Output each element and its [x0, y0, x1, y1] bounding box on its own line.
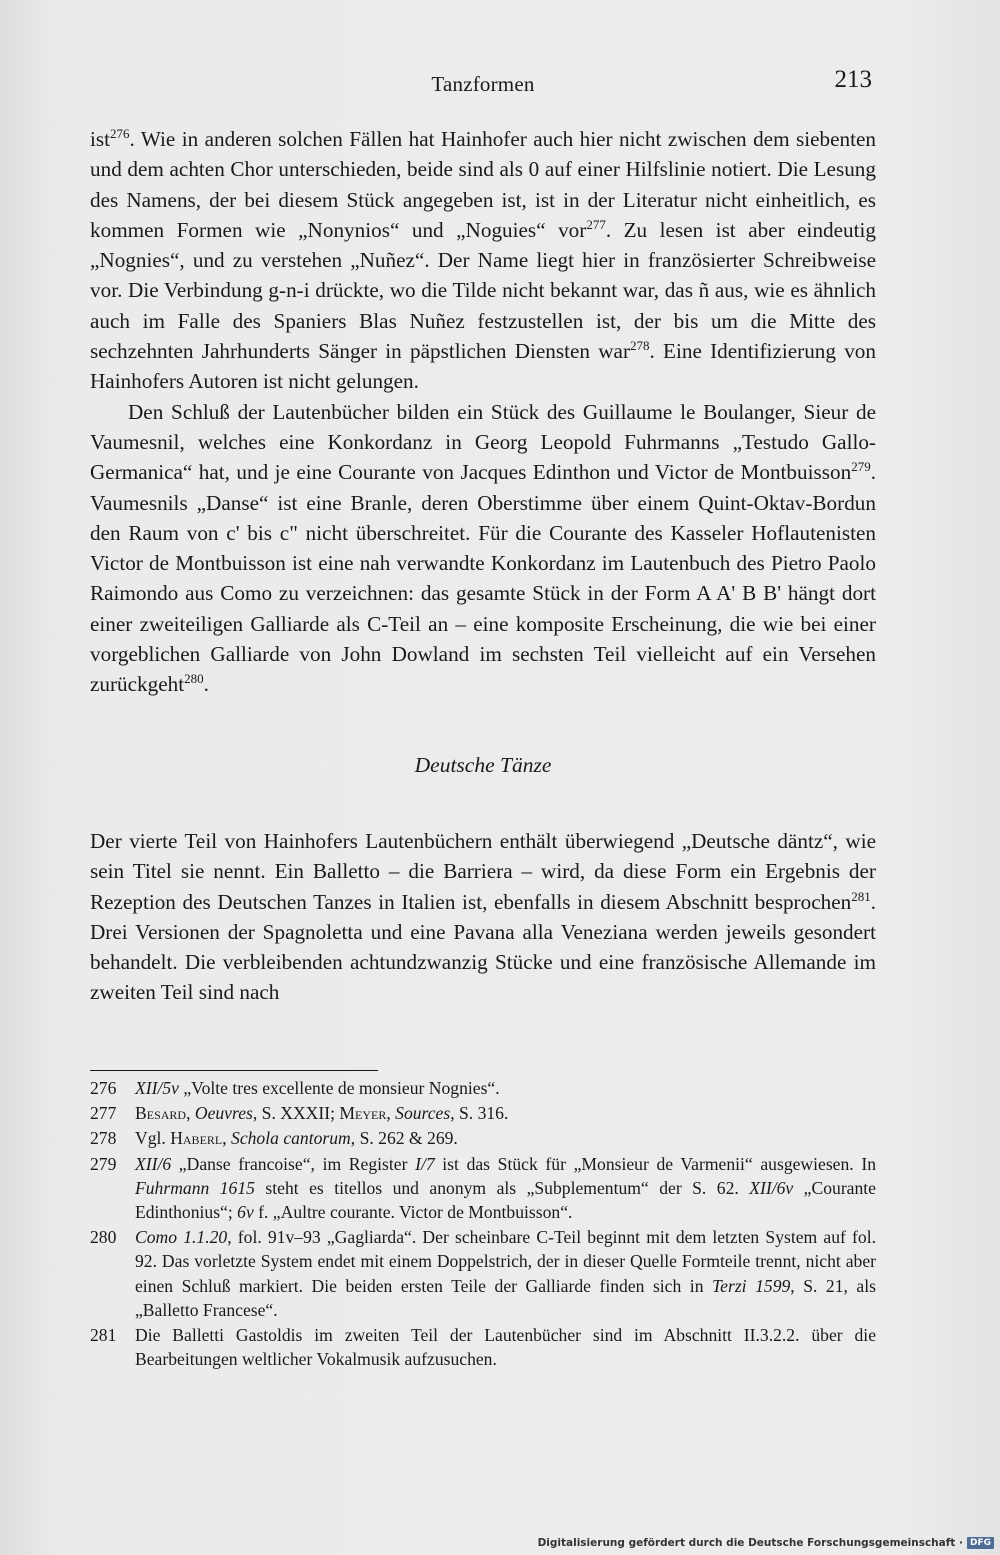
footnote-number: 280 [90, 1227, 117, 1248]
text-run: , S. 262 & 269. [350, 1128, 458, 1149]
footnote-ref-280: 280 [184, 671, 204, 687]
footnote-279 [90, 1152, 876, 1225]
text-run: ist das Stück für „Monsieur de Varmenii“ ausgewiesen. In [434, 1153, 876, 1174]
text-run: , [222, 1128, 232, 1149]
source-siglum: XII/5v [135, 1078, 179, 1098]
source-siglum: XII/6v [749, 1177, 794, 1198]
footnote-separator [90, 1070, 378, 1071]
footnote-text [135, 1225, 876, 1322]
author-name: Haberl [170, 1128, 223, 1149]
paragraph-1 [90, 124, 876, 397]
footnote-text: Die Balletti Gastoldis im zweiten Teil der Lautenbücher sind im Abschnitt II.3.2.2. über die Bearbeitungen weltlicher Vokalmusik aufzusuchen. [135, 1325, 876, 1370]
footnote-number: 277 [90, 1103, 117, 1124]
text-run: . Zu lesen ist aber eindeutig „Nognies“, und zu verstehen „Nuñez“. Der Name liegt hier in französierter Schreibweise vor. Die Verbindung g-n-i drückte, wo die Tilde nicht bekannt war, das ñ aus, wie es ähnlich auch im Falle des Spaniers Blas Nuñez festzustellen ist, der bis um die Mitte des sechzehnten Jahrhunderts Sänger in päpstlichen Diensten war [90, 217, 876, 364]
text-run: steht es titellos und anonym als „Subplementum“ der S. 62. [254, 1177, 750, 1198]
text-run: „Courante Edinthonius“; [135, 1177, 876, 1223]
footnote-277 [90, 1101, 876, 1125]
text-run: ist [90, 127, 111, 151]
text-run: . Vaumesnils „Danse“ ist eine Branle, deren Oberstimme über einem Quint-Oktav-Bordun den Raum von c' bis c" nicht überschreitet. Für die Courante des Kasseler Hoflautenisten Victor de Montbuisson ist eine nah verwandte Konkordanz im Lautenbuch des Pietro Paolo Raimondo aus Como zu verzeichnen: das gesamte Stück in der Form A A' B B' hängt dort einer zweiteiligen Galliarde als C-Teil an – eine komposite Erscheinung, die wie bei einer vorgeblichen Galliarde von John Dowland im sechsten Teil vielleicht auf ein Versehen zurückgeht [90, 460, 876, 697]
footnote-text [135, 1101, 876, 1125]
footnote-ref-278: 278 [630, 338, 650, 354]
text-run: , S. 316. [450, 1103, 509, 1124]
text-run: , S. XXXII; [252, 1103, 340, 1124]
text-run: . Wie in anderen solchen Fällen hat Hainhofer auch hier nicht zwischen dem siebenten und dem achten Chor unterschieden, beide sind als 0 auf einer Hilfslinie notiert. Die Lesung des Namens, der bei diesem Stück angegeben ist, ist in der Literatur nicht einheitlich, es kommen Formen wie „Nonynios“ und „Noguies“ vor [90, 127, 876, 242]
dfg-logo-icon: DFG [967, 1537, 994, 1549]
section-heading: Deutsche Tänze [414, 752, 552, 777]
text-run: , fol. 91v–93 „Gagliarda“. Der scheinbare C-Teil beginnt mit dem letzten System auf fol. 92. Das vorletzte System endet mit einem Doppelstrich, der in dieser Quelle Formteile trennt, nicht aber einen Schluß markiert. Die beiden ersten Teile der Galliarde finden sich in [135, 1227, 876, 1296]
text-run: Vgl. [135, 1128, 171, 1149]
paragraph-3 [90, 826, 876, 1008]
text-run: , [386, 1103, 396, 1124]
footnote-text [135, 1152, 876, 1225]
footnote-text [135, 1076, 876, 1100]
footnote-text [135, 1126, 876, 1150]
footnote-number: 279 [90, 1153, 117, 1174]
source-siglum: 6v [237, 1202, 254, 1223]
source-siglum: Terzi 1599 [712, 1275, 791, 1296]
text-run: Den Schluß der Lautenbücher bilden ein Stück des Guillaume le Boulanger, Sieur de Vaumesnil, welches eine Konkordanz in Georg Leopold Fuhrmanns „Testudo Gallo-Germanica“ hat, und je eine Courante von Jacques Edinthon und Victor de Montbuisson [90, 399, 876, 485]
digitization-credit [538, 1537, 994, 1549]
text-run: Der vierte Teil von Hainhofers Lautenbüchern enthält überwiegend „Deutsche däntz“, wie sein Titel sie nennt. Ein Balletto – die Barriera – wird, da diese Form ein Ergebnis der Rezeption des Deutschen Tanzes in Italien ist, ebenfalls in diesem Abschnitt besprochen [90, 828, 876, 914]
text-run: „Volte tres excellente de monsieur Nognies“. [178, 1078, 500, 1098]
source-siglum: Fuhrmann 1615 [135, 1177, 255, 1198]
credit-text: Digitalisierung gefördert durch die Deutsche Forschungsgemeinschaft · [537, 1537, 963, 1549]
text-run: , [186, 1103, 195, 1124]
page-number: 213 [834, 66, 872, 93]
text-run: . Eine Identifizierung von Hainhofers Autoren ist nicht gelungen. [90, 339, 876, 394]
footnote-ref-279: 279 [851, 459, 871, 475]
footnotes [90, 1076, 876, 1372]
footnote-276 [90, 1076, 876, 1100]
footnote-278 [90, 1126, 876, 1150]
text-run: , S. 21, als „Balletto Francese“. [135, 1275, 876, 1320]
work-title: Sources [395, 1103, 451, 1124]
footnote-number: 278 [90, 1128, 117, 1149]
body-text [90, 124, 876, 1008]
source-siglum: Como 1.1.20 [135, 1227, 228, 1248]
page-header [88, 66, 878, 106]
footnote-number: 281 [90, 1325, 117, 1346]
source-siglum: XII/6 [135, 1153, 172, 1174]
footnote-ref-281: 281 [851, 888, 871, 904]
work-title: Schola cantorum [231, 1128, 351, 1149]
footnote-281 [90, 1323, 876, 1371]
footnote-ref-277: 277 [586, 216, 606, 232]
text-run: . [203, 672, 209, 697]
footnote-ref-276: 276 [110, 125, 130, 141]
source-siglum: I/7 [415, 1153, 435, 1174]
author-name: Besard [135, 1103, 187, 1124]
paragraph-2 [90, 397, 876, 700]
running-head: Tanzformen [431, 72, 535, 96]
work-title: Oeuvres [194, 1103, 253, 1124]
author-name: Meyer [339, 1103, 387, 1124]
footnote-number: 276 [90, 1078, 117, 1098]
footnote-280 [90, 1225, 876, 1322]
text-run: . Drei Versionen der Spagnoletta und eine Pavana alla Veneziana werden jeweils gesondert behandelt. Die verbleibenden achtundzwanzig Stücke und eine französische Allemande im zweiten Teil sind nach [90, 889, 876, 1005]
text-run: f. „Aultre courante. Victor de Montbuisson“. [253, 1202, 573, 1223]
text-run: „Danse francoise“, im Register [171, 1153, 416, 1174]
